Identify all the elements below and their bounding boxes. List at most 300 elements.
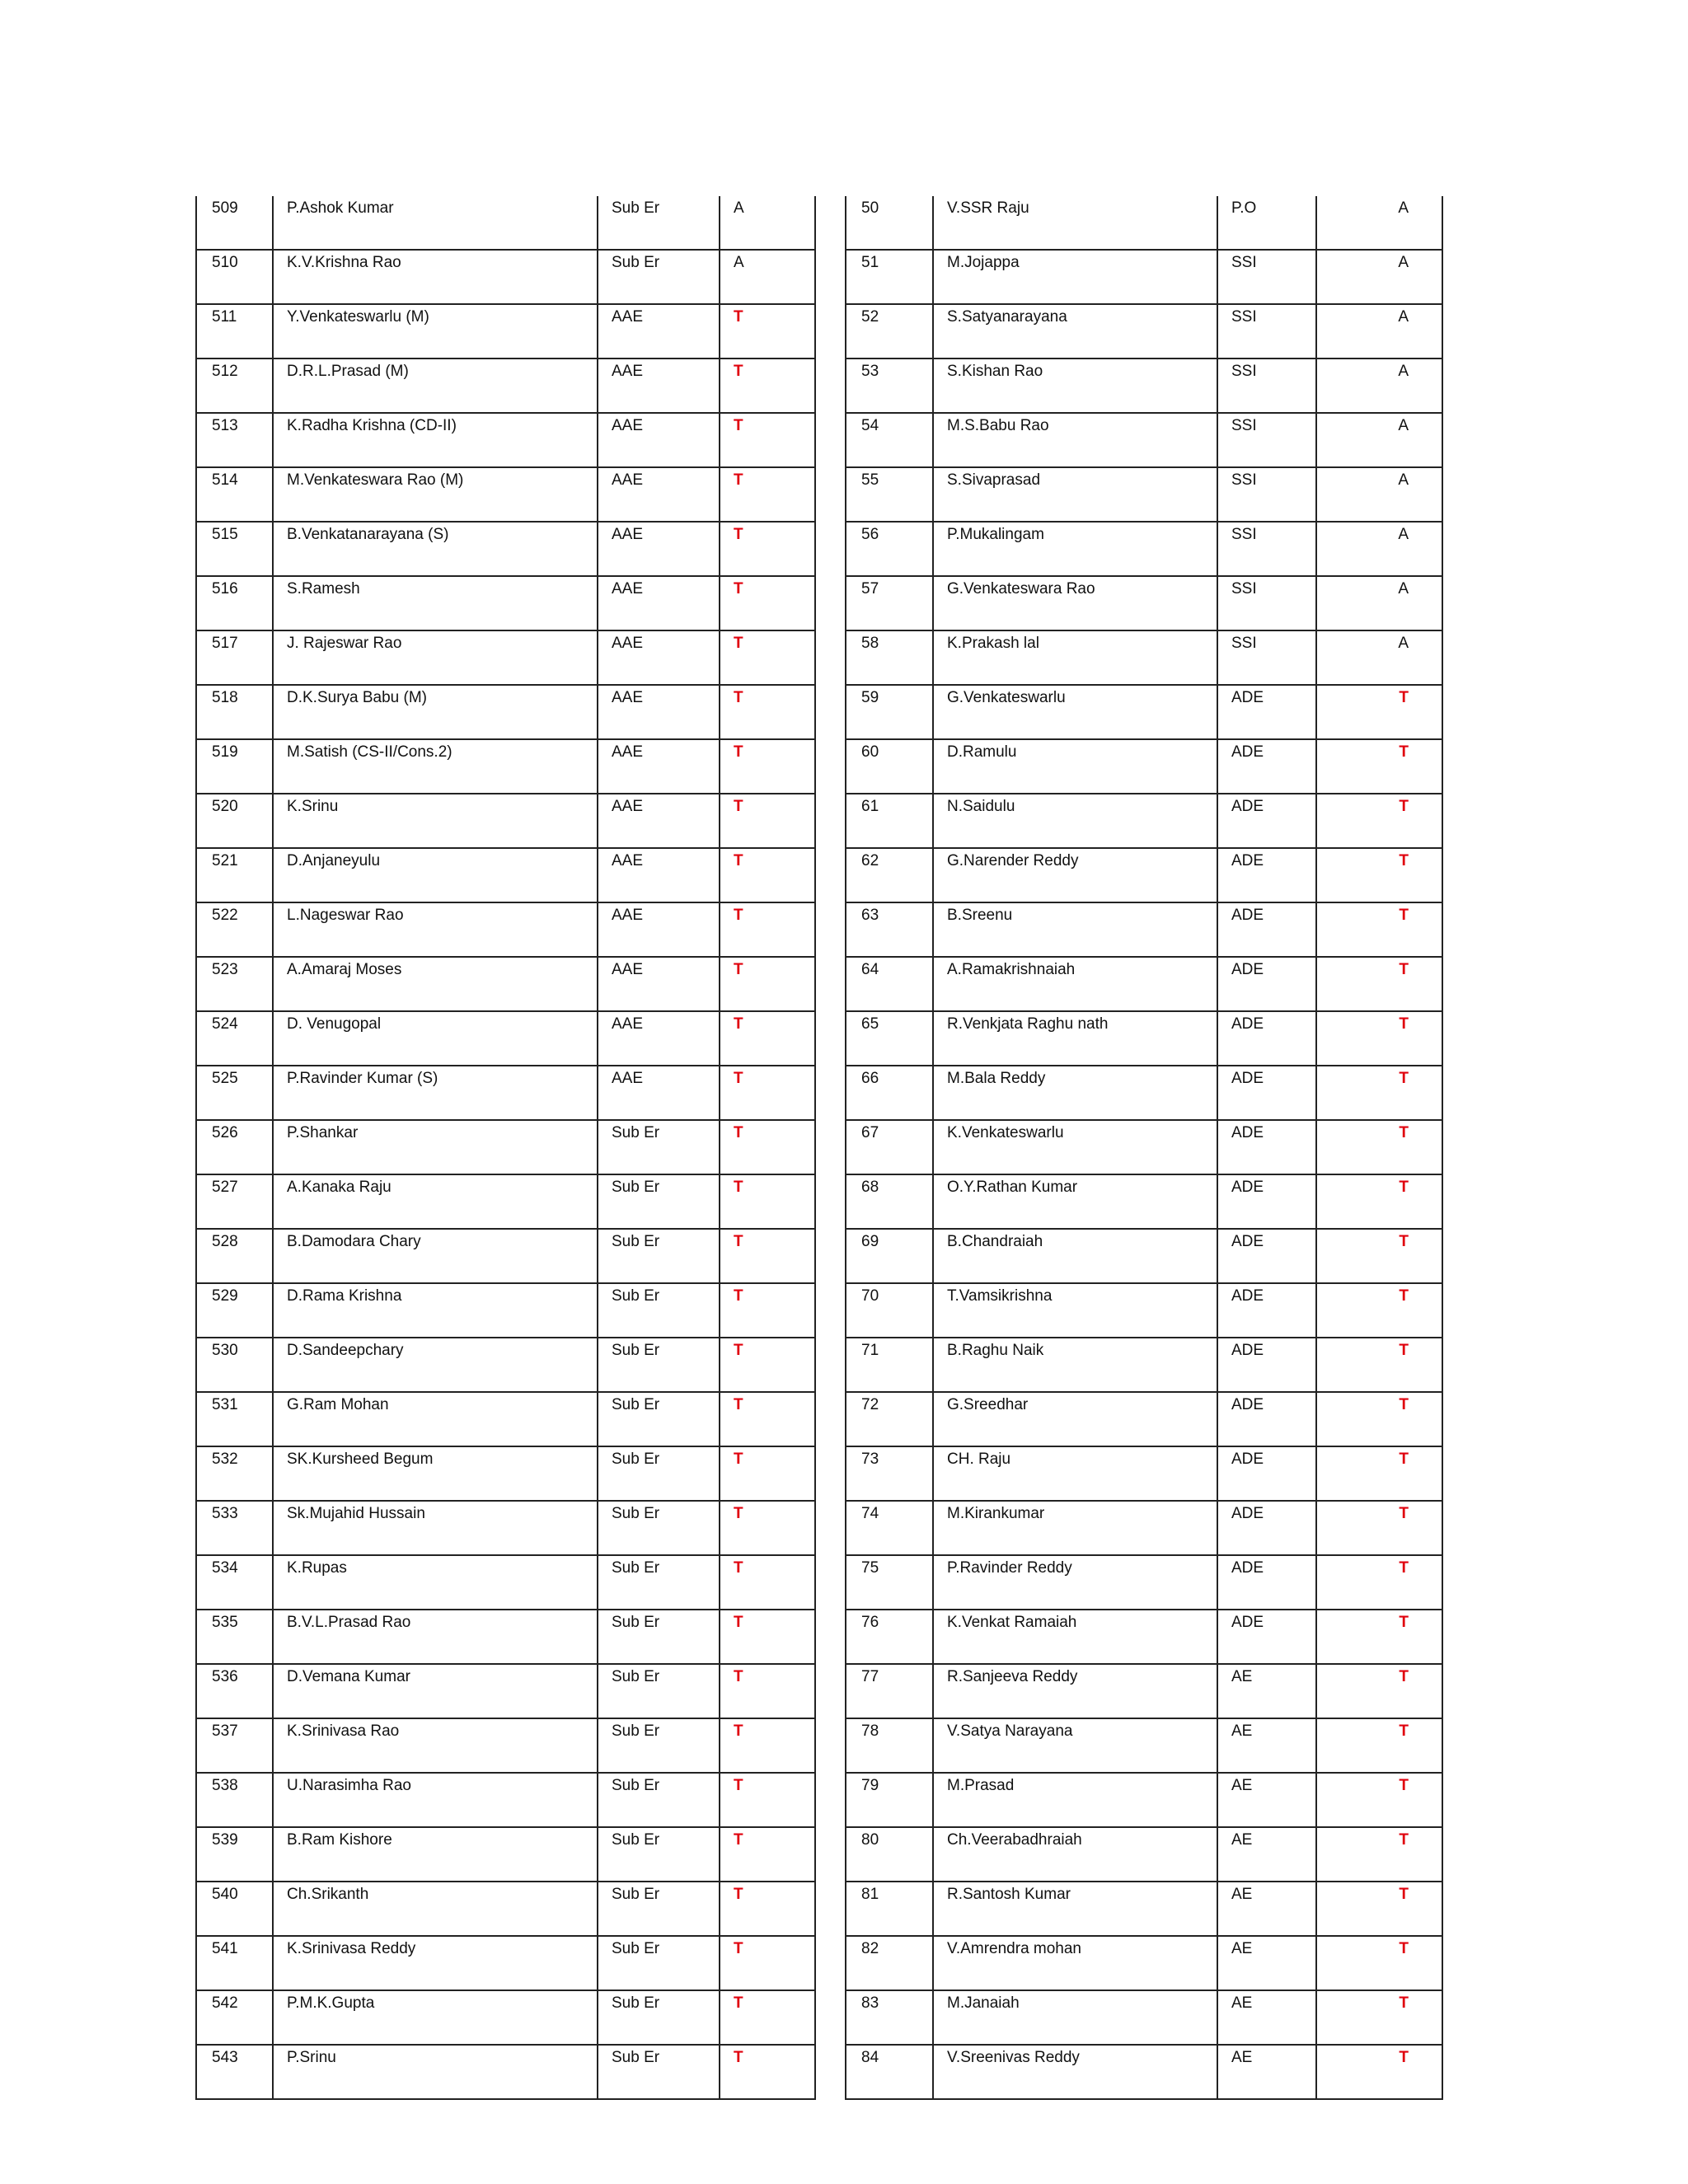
designation-cell: Sub Er [598, 250, 720, 304]
serial-number-cell: 530 [196, 1338, 273, 1392]
status-cell: T [720, 413, 815, 467]
name-cell: M.Venkateswara Rao (M) [273, 467, 598, 522]
table-row [196, 2045, 815, 2099]
designation-cell: AAE [598, 522, 720, 576]
serial-number-cell: 539 [196, 1827, 273, 1882]
table-row [196, 413, 815, 467]
designation-cell: Sub Er [598, 2045, 720, 2099]
serial-number-cell: 516 [196, 576, 273, 630]
serial-number-cell: 62 [846, 848, 933, 902]
status-cell: T [720, 957, 815, 1011]
table-row [196, 522, 815, 576]
table-row [846, 1011, 1442, 1066]
designation-cell: SSI [1217, 522, 1316, 576]
name-cell: A.Amaraj Moses [273, 957, 598, 1011]
status-cell: T [720, 1174, 815, 1229]
designation-cell: P.O [1217, 196, 1316, 250]
name-cell: K.Prakash lal [933, 630, 1217, 685]
name-cell: Ch.Veerabadhraiah [933, 1827, 1217, 1882]
designation-cell: AE [1217, 1664, 1316, 1718]
name-cell: P.Ravinder Reddy [933, 1555, 1217, 1610]
name-cell: CH. Raju [933, 1446, 1217, 1501]
name-cell: P.M.K.Gupta [273, 1990, 598, 2045]
status-cell: T [1316, 1827, 1442, 1882]
name-cell: D.R.L.Prasad (M) [273, 359, 598, 413]
serial-number-cell: 53 [846, 359, 933, 413]
designation-cell: AAE [598, 630, 720, 685]
designation-cell: Sub Er [598, 1990, 720, 2045]
serial-number-cell: 66 [846, 1066, 933, 1120]
name-cell: A.Kanaka Raju [273, 1174, 598, 1229]
serial-number-cell: 70 [846, 1283, 933, 1338]
name-cell: G.Sreedhar [933, 1392, 1217, 1446]
name-cell: P.Srinu [273, 2045, 598, 2099]
name-cell: J. Rajeswar Rao [273, 630, 598, 685]
serial-number-cell: 540 [196, 1882, 273, 1936]
table-row [846, 1174, 1442, 1229]
status-cell: A [1316, 522, 1442, 576]
designation-cell: ADE [1217, 1229, 1316, 1283]
designation-cell: ADE [1217, 1283, 1316, 1338]
table-row [846, 630, 1442, 685]
designation-cell: Sub Er [598, 1610, 720, 1664]
serial-number-cell: 81 [846, 1882, 933, 1936]
table-row [196, 1610, 815, 1664]
table-row [196, 848, 815, 902]
table-row [196, 1773, 815, 1827]
table-row [196, 1664, 815, 1718]
serial-number-cell: 80 [846, 1827, 933, 1882]
status-cell: A [720, 250, 815, 304]
designation-cell: ADE [1217, 1610, 1316, 1664]
name-cell: L.Nageswar Rao [273, 902, 598, 957]
serial-number-cell: 517 [196, 630, 273, 685]
table-row [846, 196, 1442, 250]
serial-number-cell: 69 [846, 1229, 933, 1283]
table-row [196, 1283, 815, 1338]
designation-cell: AAE [598, 359, 720, 413]
serial-number-cell: 543 [196, 2045, 273, 2099]
serial-number-cell: 52 [846, 304, 933, 359]
status-cell: T [1316, 1501, 1442, 1555]
status-cell: T [720, 467, 815, 522]
serial-number-cell: 55 [846, 467, 933, 522]
table-row [846, 1283, 1442, 1338]
name-cell: V.SSR Raju [933, 196, 1217, 250]
status-cell: T [1316, 1011, 1442, 1066]
name-cell: M.Janaiah [933, 1990, 1217, 2045]
serial-number-cell: 61 [846, 794, 933, 848]
designation-cell: AE [1217, 1827, 1316, 1882]
serial-number-cell: 64 [846, 957, 933, 1011]
status-cell: T [720, 848, 815, 902]
table-row [196, 359, 815, 413]
designation-cell: SSI [1217, 413, 1316, 467]
name-cell: SK.Kursheed Begum [273, 1446, 598, 1501]
serial-number-cell: 529 [196, 1283, 273, 1338]
table-row [196, 1936, 815, 1990]
status-cell: T [1316, 685, 1442, 739]
serial-number-cell: 511 [196, 304, 273, 359]
table-row [196, 685, 815, 739]
name-cell: P.Ravinder Kumar (S) [273, 1066, 598, 1120]
status-cell: T [720, 1501, 815, 1555]
status-cell: A [1316, 359, 1442, 413]
name-cell: N.Saidulu [933, 794, 1217, 848]
status-cell: T [1316, 2045, 1442, 2099]
status-cell: T [1316, 739, 1442, 794]
name-cell: G.Ram Mohan [273, 1392, 598, 1446]
name-cell: V.Satya Narayana [933, 1718, 1217, 1773]
table-row [846, 1120, 1442, 1174]
table-row [196, 1120, 815, 1174]
name-cell: R.Venkjata Raghu nath [933, 1011, 1217, 1066]
designation-cell: SSI [1217, 250, 1316, 304]
name-cell: K.Venkateswarlu [933, 1120, 1217, 1174]
designation-cell: Sub Er [598, 1338, 720, 1392]
table-row [846, 1338, 1442, 1392]
status-cell: T [1316, 1882, 1442, 1936]
status-cell: T [720, 630, 815, 685]
name-cell: R.Santosh Kumar [933, 1882, 1217, 1936]
status-cell: T [720, 685, 815, 739]
serial-number-cell: 518 [196, 685, 273, 739]
status-cell: T [1316, 794, 1442, 848]
status-cell: T [1316, 902, 1442, 957]
status-cell: T [720, 1718, 815, 1773]
status-cell: T [720, 1773, 815, 1827]
name-cell: P.Shankar [273, 1120, 598, 1174]
status-cell: T [1316, 1066, 1442, 1120]
name-cell: V.Amrendra mohan [933, 1936, 1217, 1990]
designation-cell: Sub Er [598, 1174, 720, 1229]
table-row [196, 794, 815, 848]
table-row [196, 196, 815, 250]
serial-number-cell: 533 [196, 1501, 273, 1555]
designation-cell: ADE [1217, 739, 1316, 794]
table-row [846, 902, 1442, 957]
name-cell: G.Venkateswarlu [933, 685, 1217, 739]
name-cell: B.Damodara Chary [273, 1229, 598, 1283]
designation-cell: ADE [1217, 1120, 1316, 1174]
status-cell: T [720, 794, 815, 848]
table-row [196, 1066, 815, 1120]
status-cell: T [720, 2045, 815, 2099]
serial-number-cell: 523 [196, 957, 273, 1011]
status-cell: A [1316, 467, 1442, 522]
table-row [846, 1555, 1442, 1610]
serial-number-cell: 78 [846, 1718, 933, 1773]
name-cell: B.Chandraiah [933, 1229, 1217, 1283]
name-cell: M.Prasad [933, 1773, 1217, 1827]
name-cell: M.S.Babu Rao [933, 413, 1217, 467]
serial-number-cell: 541 [196, 1936, 273, 1990]
designation-cell: ADE [1217, 848, 1316, 902]
serial-number-cell: 71 [846, 1338, 933, 1392]
status-cell: T [720, 1229, 815, 1283]
table-row [196, 1446, 815, 1501]
status-cell: T [1316, 1174, 1442, 1229]
designation-cell: ADE [1217, 685, 1316, 739]
status-cell: T [1316, 1610, 1442, 1664]
name-cell: K.Srinu [273, 794, 598, 848]
serial-number-cell: 63 [846, 902, 933, 957]
serial-number-cell: 531 [196, 1392, 273, 1446]
table-row [846, 1827, 1442, 1882]
table-row [196, 304, 815, 359]
status-cell: T [720, 304, 815, 359]
name-cell: D.Vemana Kumar [273, 1664, 598, 1718]
table-row [846, 1664, 1442, 1718]
serial-number-cell: 76 [846, 1610, 933, 1664]
status-cell: A [1316, 413, 1442, 467]
name-cell: K.Radha Krishna (CD-II) [273, 413, 598, 467]
status-cell: A [1316, 304, 1442, 359]
status-cell: T [720, 1882, 815, 1936]
serial-number-cell: 519 [196, 739, 273, 794]
designation-cell: ADE [1217, 902, 1316, 957]
name-cell: S.Sivaprasad [933, 467, 1217, 522]
designation-cell: AE [1217, 1936, 1316, 1990]
designation-cell: AAE [598, 685, 720, 739]
serial-number-cell: 65 [846, 1011, 933, 1066]
table-row [846, 848, 1442, 902]
serial-number-cell: 542 [196, 1990, 273, 2045]
table-row [196, 739, 815, 794]
designation-cell: AAE [598, 957, 720, 1011]
designation-cell: Sub Er [598, 1283, 720, 1338]
name-cell: G.Narender Reddy [933, 848, 1217, 902]
table-row [846, 1501, 1442, 1555]
table-row [846, 1446, 1442, 1501]
serial-number-cell: 526 [196, 1120, 273, 1174]
table-row [196, 467, 815, 522]
table-row [196, 1501, 815, 1555]
designation-cell: AAE [598, 739, 720, 794]
table-row [196, 1555, 815, 1610]
designation-cell: ADE [1217, 1011, 1316, 1066]
status-cell: T [720, 1555, 815, 1610]
designation-cell: AAE [598, 467, 720, 522]
status-cell: T [1316, 1773, 1442, 1827]
name-cell: B.V.L.Prasad Rao [273, 1610, 598, 1664]
designation-cell: Sub Er [598, 1501, 720, 1555]
serial-number-cell: 58 [846, 630, 933, 685]
name-cell: D.K.Surya Babu (M) [273, 685, 598, 739]
serial-number-cell: 74 [846, 1501, 933, 1555]
name-cell: S.Kishan Rao [933, 359, 1217, 413]
serial-number-cell: 79 [846, 1773, 933, 1827]
serial-number-cell: 527 [196, 1174, 273, 1229]
designation-cell: AE [1217, 2045, 1316, 2099]
serial-number-cell: 534 [196, 1555, 273, 1610]
designation-cell: AE [1217, 1773, 1316, 1827]
designation-cell: SSI [1217, 630, 1316, 685]
table-row [846, 1392, 1442, 1446]
status-cell: T [720, 522, 815, 576]
name-cell: D.Rama Krishna [273, 1283, 598, 1338]
status-cell: T [1316, 1446, 1442, 1501]
serial-number-cell: 525 [196, 1066, 273, 1120]
status-cell: T [720, 1066, 815, 1120]
name-cell: M.Jojappa [933, 250, 1217, 304]
serial-number-cell: 536 [196, 1664, 273, 1718]
designation-cell: AAE [598, 304, 720, 359]
designation-cell: AAE [598, 794, 720, 848]
table-row [846, 957, 1442, 1011]
designation-cell: ADE [1217, 957, 1316, 1011]
designation-cell: AAE [598, 1066, 720, 1120]
table-row [196, 250, 815, 304]
name-cell: R.Sanjeeva Reddy [933, 1664, 1217, 1718]
serial-number-cell: 72 [846, 1392, 933, 1446]
status-cell: T [1316, 1555, 1442, 1610]
status-cell: A [720, 196, 815, 250]
table-row [846, 413, 1442, 467]
serial-number-cell: 512 [196, 359, 273, 413]
serial-number-cell: 521 [196, 848, 273, 902]
table-row [196, 1338, 815, 1392]
table-row [846, 576, 1442, 630]
table-row [846, 1718, 1442, 1773]
name-cell: S.Satyanarayana [933, 304, 1217, 359]
designation-cell: Sub Er [598, 1446, 720, 1501]
table-row [846, 685, 1442, 739]
status-cell: T [1316, 848, 1442, 902]
serial-number-cell: 77 [846, 1664, 933, 1718]
name-cell: Y.Venkateswarlu (M) [273, 304, 598, 359]
serial-number-cell: 513 [196, 413, 273, 467]
staff-table-left [195, 196, 816, 2100]
designation-cell: Sub Er [598, 1936, 720, 1990]
name-cell: B.Ram Kishore [273, 1827, 598, 1882]
table-row [846, 739, 1442, 794]
designation-cell: SSI [1217, 467, 1316, 522]
status-cell: T [720, 1990, 815, 2045]
status-cell: T [1316, 1392, 1442, 1446]
status-cell: T [720, 1446, 815, 1501]
name-cell: M.Kirankumar [933, 1501, 1217, 1555]
designation-cell: Sub Er [598, 1392, 720, 1446]
table-row [846, 359, 1442, 413]
name-cell: D. Venugopal [273, 1011, 598, 1066]
status-cell: T [720, 739, 815, 794]
name-cell: V.Sreenivas Reddy [933, 2045, 1217, 2099]
serial-number-cell: 537 [196, 1718, 273, 1773]
status-cell: T [720, 1610, 815, 1664]
designation-cell: Sub Er [598, 1555, 720, 1610]
serial-number-cell: 54 [846, 413, 933, 467]
name-cell: B.Raghu Naik [933, 1338, 1217, 1392]
designation-cell: ADE [1217, 1174, 1316, 1229]
designation-cell: ADE [1217, 1501, 1316, 1555]
designation-cell: ADE [1217, 1066, 1316, 1120]
table-row [196, 1174, 815, 1229]
table-row [196, 1718, 815, 1773]
table-row [846, 1882, 1442, 1936]
status-cell: A [1316, 250, 1442, 304]
status-cell: T [1316, 1664, 1442, 1718]
status-cell: T [720, 1664, 815, 1718]
table-row [846, 2045, 1442, 2099]
name-cell: K.Venkat Ramaiah [933, 1610, 1217, 1664]
designation-cell: AAE [598, 413, 720, 467]
status-cell: T [1316, 957, 1442, 1011]
designation-cell: ADE [1217, 1392, 1316, 1446]
table-row [196, 630, 815, 685]
name-cell: M.Satish (CS-II/Cons.2) [273, 739, 598, 794]
name-cell: O.Y.Rathan Kumar [933, 1174, 1217, 1229]
status-cell: A [1316, 196, 1442, 250]
name-cell: M.Bala Reddy [933, 1066, 1217, 1120]
table-row [196, 1011, 815, 1066]
table-row [196, 576, 815, 630]
serial-number-cell: 524 [196, 1011, 273, 1066]
serial-number-cell: 535 [196, 1610, 273, 1664]
table-row [846, 1229, 1442, 1283]
designation-cell: AE [1217, 1882, 1316, 1936]
serial-number-cell: 56 [846, 522, 933, 576]
designation-cell: ADE [1217, 1555, 1316, 1610]
table-row [196, 1827, 815, 1882]
name-cell: A.Ramakrishnaiah [933, 957, 1217, 1011]
serial-number-cell: 509 [196, 196, 273, 250]
name-cell: K.Srinivasa Rao [273, 1718, 598, 1773]
designation-cell: Sub Er [598, 1229, 720, 1283]
designation-cell: Sub Er [598, 1718, 720, 1773]
designation-cell: AAE [598, 1011, 720, 1066]
table-row [846, 467, 1442, 522]
name-cell: Sk.Mujahid Hussain [273, 1501, 598, 1555]
name-cell: K.Rupas [273, 1555, 598, 1610]
staff-table-right [845, 196, 1443, 2100]
name-cell: S.Ramesh [273, 576, 598, 630]
table-row [846, 1773, 1442, 1827]
serial-number-cell: 57 [846, 576, 933, 630]
serial-number-cell: 528 [196, 1229, 273, 1283]
table-row [196, 1392, 815, 1446]
designation-cell: SSI [1217, 304, 1316, 359]
status-cell: T [720, 1827, 815, 1882]
designation-cell: SSI [1217, 359, 1316, 413]
designation-cell: AAE [598, 848, 720, 902]
name-cell: D.Anjaneyulu [273, 848, 598, 902]
serial-number-cell: 82 [846, 1936, 933, 1990]
status-cell: T [720, 576, 815, 630]
name-cell: G.Venkateswara Rao [933, 576, 1217, 630]
name-cell: D.Sandeepchary [273, 1338, 598, 1392]
serial-number-cell: 67 [846, 1120, 933, 1174]
table-row [196, 902, 815, 957]
status-cell: T [720, 1011, 815, 1066]
serial-number-cell: 73 [846, 1446, 933, 1501]
status-cell: T [720, 1120, 815, 1174]
status-cell: T [720, 359, 815, 413]
table-row [846, 794, 1442, 848]
name-cell: U.Narasimha Rao [273, 1773, 598, 1827]
serial-number-cell: 510 [196, 250, 273, 304]
serial-number-cell: 75 [846, 1555, 933, 1610]
designation-cell: ADE [1217, 1338, 1316, 1392]
status-cell: T [720, 1283, 815, 1338]
serial-number-cell: 532 [196, 1446, 273, 1501]
status-cell: T [1316, 1718, 1442, 1773]
designation-cell: SSI [1217, 576, 1316, 630]
name-cell: P.Mukalingam [933, 522, 1217, 576]
status-cell: T [720, 902, 815, 957]
name-cell: T.Vamsikrishna [933, 1283, 1217, 1338]
name-cell: B.Sreenu [933, 902, 1217, 957]
